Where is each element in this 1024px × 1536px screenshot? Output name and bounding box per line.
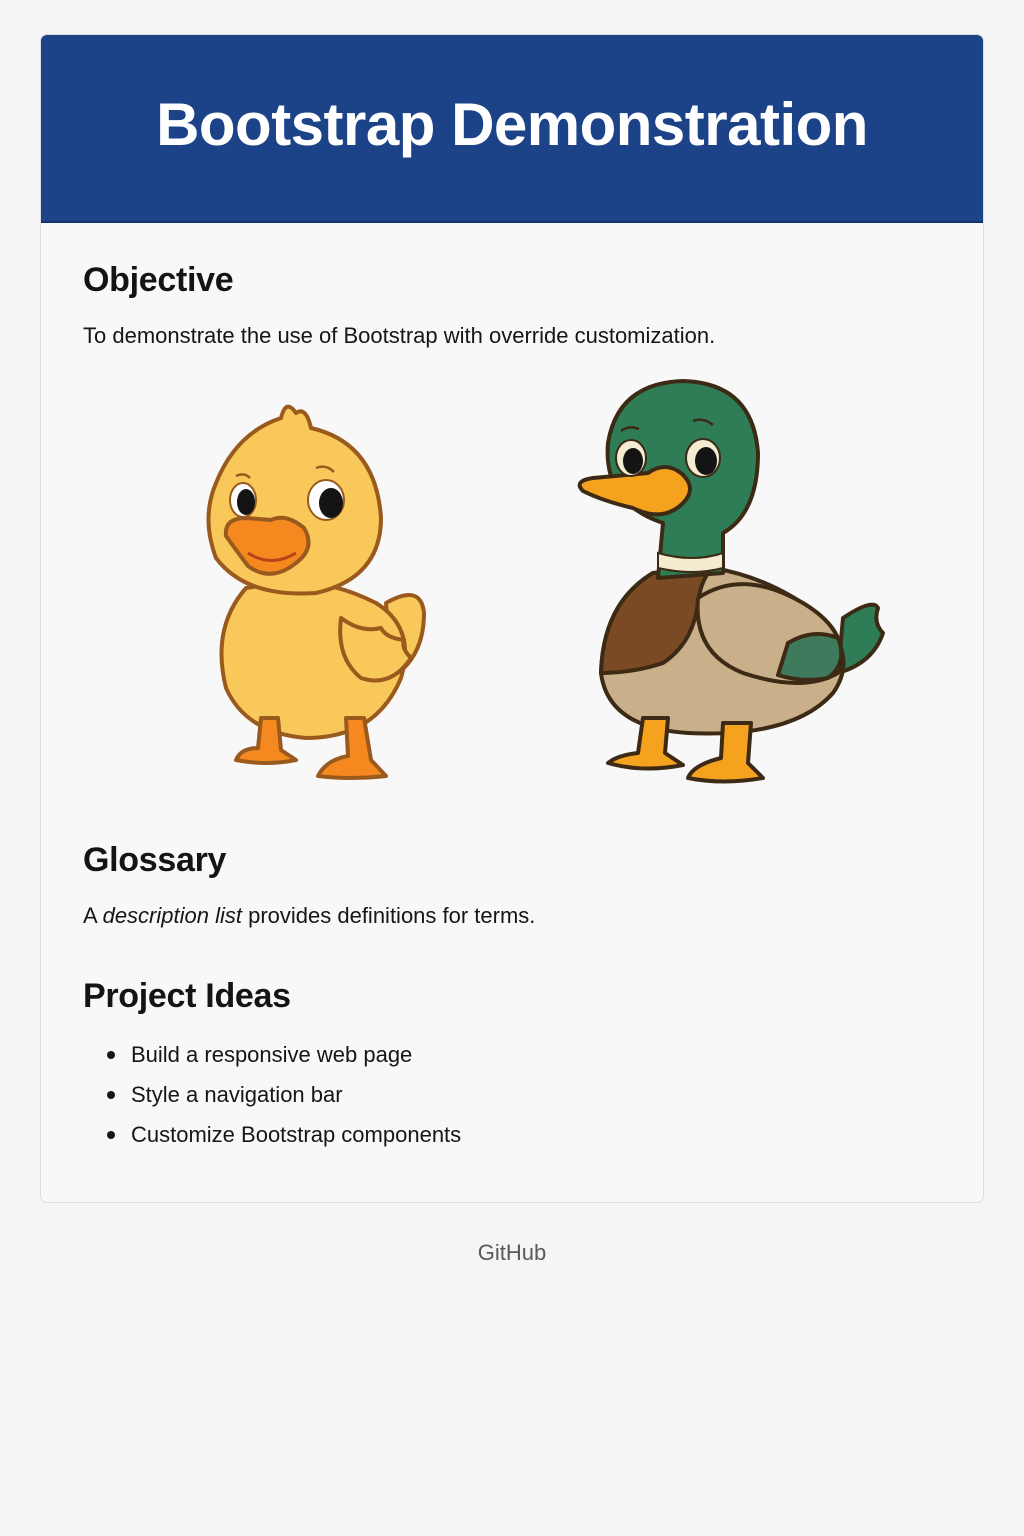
objective-heading: Objective [83,261,234,299]
list-item-text: Build a responsive web page [131,1042,413,1067]
project-ideas-heading: Project Ideas [83,977,291,1015]
footer [0,1240,1024,1266]
list-item-text: Customize Bootstrap components [131,1122,462,1147]
bullet-icon [107,1091,115,1099]
page-title: Bootstrap Demonstration [156,90,868,158]
mallard-image [573,373,893,793]
list-item [103,1115,461,1155]
list-item [103,1035,461,1075]
card-header [41,35,983,223]
glossary-text-suffix: provides definitions for terms. [241,903,536,928]
glossary-text-prefix: A [83,903,103,928]
glossary-heading: Glossary [83,841,227,879]
github-link[interactable]: GitHub [477,1240,547,1265]
bullet-icon [107,1131,115,1139]
bullet-icon [107,1051,115,1059]
duckling-image [186,388,436,783]
glossary-emphasis: description list [102,903,242,928]
list-item [103,1075,461,1115]
main-card [40,34,984,1203]
list-item-text: Style a navigation bar [131,1082,343,1107]
project-ideas-list [103,1035,461,1155]
duck-images [41,373,984,803]
objective-text: To demonstrate the use of Bootstrap with override customization. [83,323,716,348]
glossary-text [83,903,535,929]
